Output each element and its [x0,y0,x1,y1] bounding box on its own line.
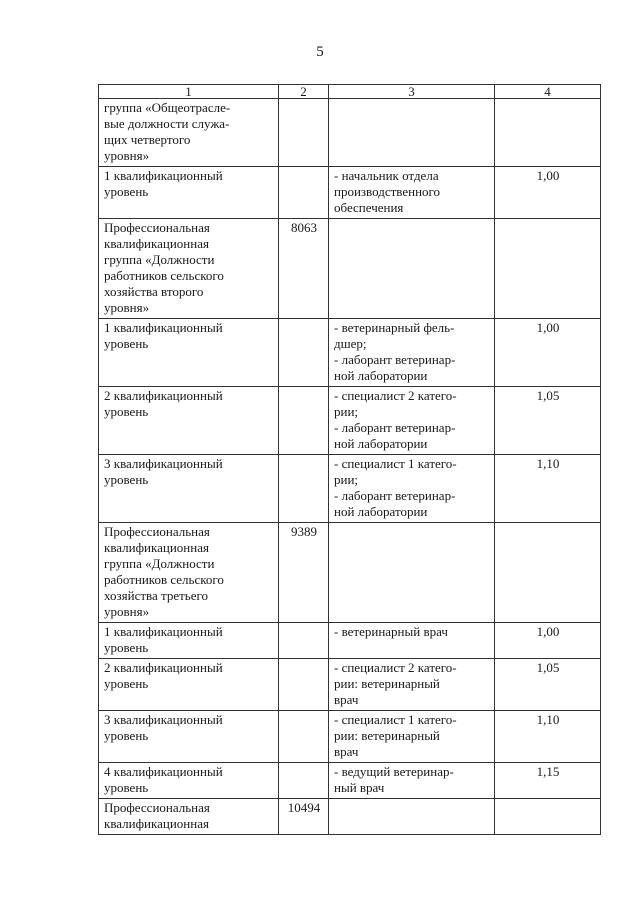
table-row [99,387,601,455]
group-text-line: 3 квалификационный [104,712,223,727]
group-cell [99,387,279,455]
group-text-line: уровень [104,336,149,351]
coefficient-cell [495,523,601,623]
position-text-line: - лаборант ветеринар- [334,352,456,367]
position-text-line: дшер; [334,336,367,351]
code-cell: 10494 [279,799,329,835]
positions-cell [329,387,495,455]
position-text-line: рии: ветеринарный [334,728,440,743]
group-text-line: квалификационная [104,540,209,555]
group-text-line: 1 квалификационный [104,624,223,639]
position-text-line: - специалист 1 катего- [334,712,457,727]
table-row [99,99,601,167]
coefficient-cell: 1,10 [495,711,601,763]
code-cell [279,659,329,711]
column-header-2: 2 [279,85,329,99]
table-row [99,167,601,219]
group-text-line: Профессиональная [104,524,210,539]
column-header-4: 4 [495,85,601,99]
group-cell [99,763,279,799]
group-text-line: 4 квалификационный [104,764,223,779]
group-text-line: Профессиональная [104,800,210,815]
position-text-line: - специалист 2 катего- [334,660,457,675]
position-text-line: обеспечения [334,200,404,215]
position-text-line: - лаборант ветеринар- [334,420,456,435]
positions-cell [329,219,495,319]
group-text-line: уровень [104,728,149,743]
group-text-line: 3 квалификационный [104,456,223,471]
group-text-line: вые должности служа- [104,116,230,131]
page-number: 5 [316,44,324,60]
position-text-line: рии: ветеринарный [334,676,440,691]
position-text-line: рии; [334,404,359,419]
coefficient-cell: 1,00 [495,167,601,219]
table-row [99,523,601,623]
group-text-line: уровень [104,780,149,795]
code-cell [279,319,329,387]
group-text-line: уровень [104,404,149,419]
group-text-line: уровень [104,640,149,655]
group-text-line: 1 квалификационный [104,320,223,335]
table-row [99,219,601,319]
group-cell [99,799,279,835]
positions-cell [329,711,495,763]
group-cell [99,319,279,387]
position-text-line: - ведущий ветеринар- [334,764,454,779]
group-text-line: группа «Должности [104,252,215,267]
group-text-line: группа «Общеотрасле- [104,100,231,115]
positions-cell [329,799,495,835]
coefficient-cell: 1,00 [495,319,601,387]
group-cell [99,99,279,167]
group-text-line: уровень [104,472,149,487]
group-text-line: 2 квалификационный [104,660,223,675]
group-text-line: квалификационная [104,816,209,831]
positions-cell [329,319,495,387]
group-text-line: уровень [104,676,149,691]
table-row [99,711,601,763]
position-text-line: - специалист 1 катего- [334,456,457,471]
position-text-line: рии; [334,472,359,487]
positions-cell [329,763,495,799]
coefficient-cell: 1,05 [495,659,601,711]
group-text-line: уровня» [104,148,150,163]
group-cell [99,167,279,219]
group-text-line: 2 квалификационный [104,388,223,403]
position-text-line: - лаборант ветеринар- [334,488,456,503]
table-header-row [99,85,601,99]
group-text-line: группа «Должности [104,556,215,571]
code-cell [279,623,329,659]
table-row [99,319,601,387]
positions-cell [329,623,495,659]
code-cell: 8063 [279,219,329,319]
position-text-line: - начальник отдела [334,168,439,183]
position-text-line: врач [334,692,359,707]
code-cell [279,455,329,523]
position-text-line: ной лаборатории [334,504,428,519]
table-row [99,763,601,799]
code-cell [279,99,329,167]
group-text-line: уровня» [104,300,150,315]
coefficient-cell: 1,15 [495,763,601,799]
group-text-line: уровня» [104,604,150,619]
group-text-line: уровень [104,184,149,199]
position-text-line: ной лаборатории [334,368,428,383]
table-row [99,623,601,659]
code-cell [279,711,329,763]
code-cell: 9389 [279,523,329,623]
group-text-line: хозяйства второго [104,284,204,299]
position-text-line: ный врач [334,780,385,795]
position-text-line: - ветеринарный врач [334,624,448,639]
position-text-line: ной лаборатории [334,436,428,451]
coefficient-cell [495,799,601,835]
position-text-line: производственного [334,184,441,199]
group-cell [99,659,279,711]
coefficient-cell: 1,05 [495,387,601,455]
table-row [99,455,601,523]
group-cell [99,219,279,319]
code-cell [279,387,329,455]
table-row [99,799,601,835]
group-text-line: щих четвертого [104,132,191,147]
group-text-line: работников сельского [104,268,224,283]
column-header-3: 3 [329,85,495,99]
positions-cell [329,99,495,167]
table-body [99,99,601,835]
group-cell [99,623,279,659]
positions-cell [329,523,495,623]
coefficient-cell [495,99,601,167]
positions-cell [329,455,495,523]
group-text-line: Профессиональная [104,220,210,235]
positions-cell [329,659,495,711]
code-cell [279,167,329,219]
group-cell [99,711,279,763]
coefficient-cell: 1,00 [495,623,601,659]
coefficient-cell [495,219,601,319]
position-text-line: врач [334,744,359,759]
group-text-line: квалификационная [104,236,209,251]
positions-cell [329,167,495,219]
group-cell [99,455,279,523]
group-text-line: работников сельского [104,572,224,587]
position-text-line: - ветеринарный фель- [334,320,455,335]
coefficient-cell: 1,10 [495,455,601,523]
group-text-line: 1 квалификационный [104,168,223,183]
group-text-line: хозяйства третьего [104,588,209,603]
group-cell [99,523,279,623]
column-header-1: 1 [99,85,279,99]
qualification-table [98,84,601,835]
table-row [99,659,601,711]
code-cell [279,763,329,799]
position-text-line: - специалист 2 катего- [334,388,457,403]
